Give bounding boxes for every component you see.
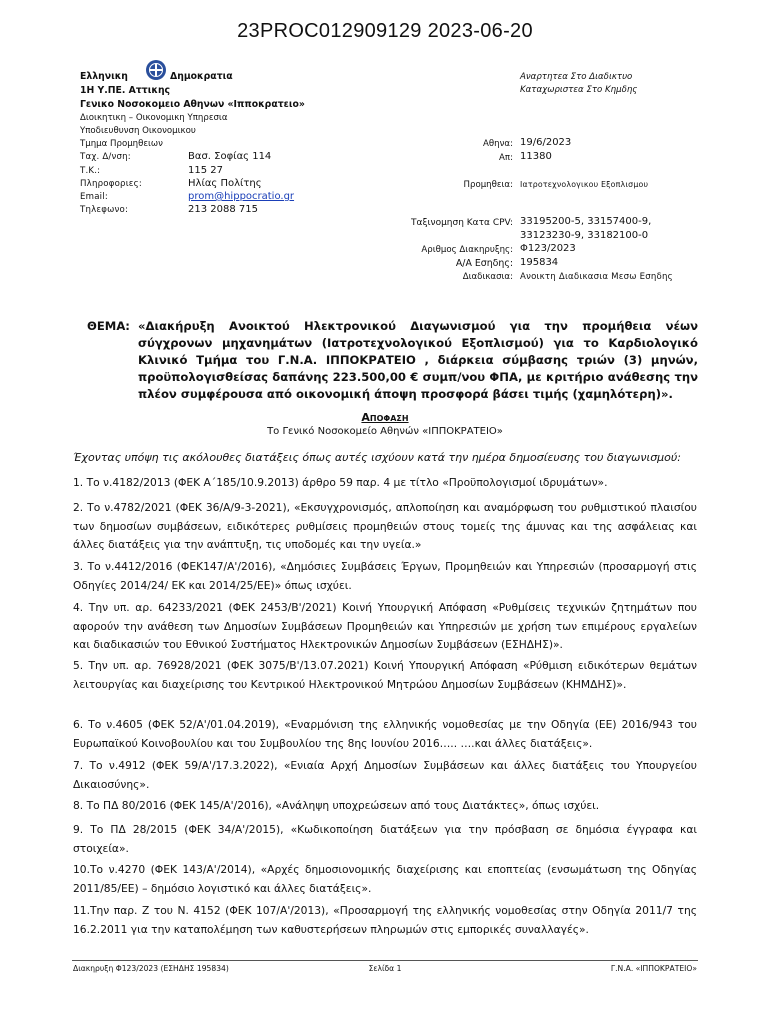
- paragraph-4: 4. Την υπ. αρ. 64233/2021 (ΦΕΚ 2453/Β'/2021) Κοινή Υπουργική Απόφαση «Ρυθμίσεις τεχνικών ζητημάτων που αφορούν την ανάθεση των Δημοσίων Συμβάσεων Προμηθειών και Υπηρεσιών με χρήση των επιμέρους εργαλείων και διαδικασιών του Εθνικού Συστήματος Ηλεκτρονικών Δημοσίων Συμβάσεων (ΕΣΗΔΗΣ)».: [73, 601, 697, 651]
- procedure-value: Ανοικτη Διαδικασια Μεσω Εσηδης: [520, 272, 673, 282]
- register-kimdis-note: Καταχωριστεα Στο Κημδης: [520, 85, 638, 95]
- footer-page: Σελίδα 1: [368, 964, 402, 973]
- phone-label: Τηλεφωνο:: [80, 205, 129, 215]
- esidis-value: 195834: [520, 257, 559, 268]
- intro-text: Έχοντας υπόψη τις ακόλουθες διατάξεις όπως αυτές ισχύουν κατά την ημέρα δημοσίευσης του διαγωνισμού:: [73, 451, 681, 464]
- phone-value: 213 2088 715: [188, 204, 258, 215]
- paragraph-8: 8. Το ΠΔ 80/2016 (ΦΕΚ 145/Α'/2016), «Ανάληψη υποχρεώσεων από τους Διατάκτες», όπως ισχύει.: [73, 799, 600, 812]
- protocol-value: 11380: [520, 151, 552, 162]
- paragraph-5: 5. Την υπ. αρ. 76928/2021 (ΦΕΚ 3075/Β'/13.07.2021) Κοινή Υπουργική Απόφαση «Ρύθμιση ειδικότερων θεμάτων λειτουργίας και διαχείρισης του Κεντρικού Ηλεκτρονικού Μητρώου Δημοσίων Συμβάσεων (ΚΗΜΔΗΣ)».: [73, 659, 697, 691]
- paragraph-10: 10.Το ν.4270 (ΦΕΚ 143/Α'/2014), «Αρχές δημοσιονομικής διαχείρισης και εποπτείας (ενσωμάτωση της Οδηγίας 2011/85/ΕΕ) – δημόσιο λογιστικό και άλλες διατάξεις».: [73, 863, 697, 895]
- paragraph-6: 6. Το ν.4605 (ΦΕΚ 52/Α'/01.04.2019), «Εναρμόνιση της ελληνικής νομοθεσίας με την Οδηγία (ΕΕ) 2016/943 του Ευρωπαϊκού Κοινοβουλίου και του Συμβουλίου της 8ης Ιουνίου 2016….. ….και άλλες διατάξεις».: [73, 718, 697, 750]
- paragraph-7: 7. Το ν.4912 (ΦΕΚ 59/Α'/17.3.2022), «Ενιαία Αρχή Δημοσίων Συμβάσεων και άλλες διατάξεις του Υπουργείου Δικαιοσύνης».: [73, 759, 697, 791]
- info-value: Ηλίας Πολίτης: [188, 178, 262, 189]
- hospital-name: Γενικο Νοσοκομειο Αθηνων «Ιπποκρατειο»: [80, 99, 305, 110]
- subject-label: ΘΕΜΑ:: [87, 319, 130, 333]
- cpv-value-1: 33195200-5, 33157400-9,: [520, 216, 652, 227]
- paragraph-1: 1. Το ν.4182/2013 (ΦΕΚ Α΄185/10.9.2013) άρθρο 59 παρ. 4 με τίτλο «Προϋπολογισμοί ιδρυμάτων».: [73, 476, 608, 489]
- email-link[interactable]: prom@hippocratio.gr: [188, 191, 295, 202]
- date-value: 19/6/2023: [520, 137, 572, 148]
- post-online-note: Αναρτητεα Στο Διαδικτυο: [520, 72, 633, 82]
- decision-title: Αποφαση: [361, 411, 409, 424]
- republic-left: Ελληνικη: [80, 71, 128, 82]
- cpv-label: Ταξινομηση Κατα CPV:: [411, 218, 513, 228]
- footer-divider: [72, 960, 698, 961]
- footer-right: Γ.Ν.Α. «ΙΠΠΟΚΡΑΤΕΙΟ»: [610, 964, 697, 973]
- address-value: Βασ. Σοφίας 114: [188, 151, 272, 162]
- decision-subtitle: Το Γενικό Νοσοκομείο Αθηνών «ΙΠΠΟΚΡΑΤΕΙΟ»: [267, 426, 503, 437]
- paragraph-3: 3. Το ν.4412/2016 (ΦΕΚ147/Α'/2016), «Δημόσιες Συμβάσεις Έργων, Προμηθειών και Υπηρεσιών (προσαρμογή στις Οδηγίες 2014/24/ ΕΚ και 2014/25/ΕΕ)» όπως ισχύει.: [73, 560, 697, 592]
- postcode-label: Τ.Κ.:: [80, 166, 101, 176]
- paragraph-9: 9. Το ΠΔ 28/2015 (ΦΕΚ 34/Α'/2015), «Κωδικοποίηση διατάξεων για την πρόσβαση σε δημόσια έγγραφα και στοιχεία».: [73, 823, 697, 855]
- email-label: Email:: [80, 192, 108, 202]
- cpv-value-2: 33123230-9, 33182100-0: [520, 230, 649, 241]
- ype-line: 1Η Υ.ΠΕ. Αττικης: [80, 85, 171, 96]
- athens-label: Αθηνα:: [483, 139, 513, 149]
- paragraph-2: 2. Το ν.4782/2021 (ΦΕΚ 36/Α/9-3-2021), «Εκσυγχρονισμός, απλοποίηση και αναμόρφωση του ρυθμιστικού πλαισίου των δημοσίων συμβάσεων, ειδικότερες ρυθμίσεις προμηθειών στους τομείς της άμυνας και της ασφάλειας και άλλες διατάξεις για την ανάπτυξη, τις υποδομές και την υγεία.»: [73, 501, 697, 551]
- subject-text: «Διακήρυξη Ανοικτού Ηλεκτρονικού Διαγωνισμού για την προμήθεια νέων σύγχρονων μηχανημάτων (Ιατροτεχνολογικού Εξοπλισμού) για το Καρδιολογικό Κλινικό Τμήμα του Γ.Ν.Α. ΙΠΠΟΚΡΑΤΕΙΟ , διάρκεια σύμβασης τριών (3) μηνών, προϋπολογισθείσας δαπάνης 223.500,00 € συμπ/νου ΦΠΑ, με κριτήριο ανάθεσης την πλέον συμφέρουσα από οικονομική άποψη προσφορά βάσει τιμής (χαμηλότερη)».: [138, 319, 698, 401]
- protocol-label: Απ:: [499, 153, 513, 163]
- tender-number-value: Φ123/2023: [520, 243, 576, 254]
- procedure-label: Διαδικασια:: [462, 272, 513, 282]
- dept-financial: Υποδιευθυνση Οικονομικου: [80, 126, 196, 136]
- republic-right: Δημοκρατια: [170, 71, 233, 82]
- esidis-label: Α/Α Εσηδης:: [455, 258, 513, 269]
- paragraph-11: 11.Την παρ. Ζ του Ν. 4152 (ΦΕΚ 107/Α'/2013), «Προσαρμογή της ελληνικής νομοθεσίας στην Οδηγία 2011/7 της 16.2.2011 για την καταπολέμηση των καθυστερήσεων πληρωμών στις εμπορικές συναλλαγές».: [73, 904, 697, 936]
- info-label: Πληροφοριες:: [80, 179, 142, 189]
- postcode-value: 115 27: [188, 165, 223, 176]
- supply-label: Προμηθεια:: [463, 180, 513, 190]
- supply-value: Ιατροτεχνολογικου Εξοπλισμου: [520, 180, 649, 189]
- footer-left: Διακηρυξη Φ123/2023 (ΕΣΗΔΗΣ 195834): [73, 964, 229, 973]
- document-code: 23PROC012909129 2023-06-20: [237, 20, 533, 42]
- dept-procurement: Τμημα Προμηθειων: [80, 139, 163, 149]
- address-label: Ταχ. Δ/νση:: [80, 152, 131, 162]
- greek-emblem-icon: [145, 59, 167, 81]
- dept-administrative: Διοικητικη – Οικονομικη Υπηρεσια: [80, 113, 228, 123]
- tender-number-label: Αριθμος Διακηρυξης:: [421, 245, 513, 255]
